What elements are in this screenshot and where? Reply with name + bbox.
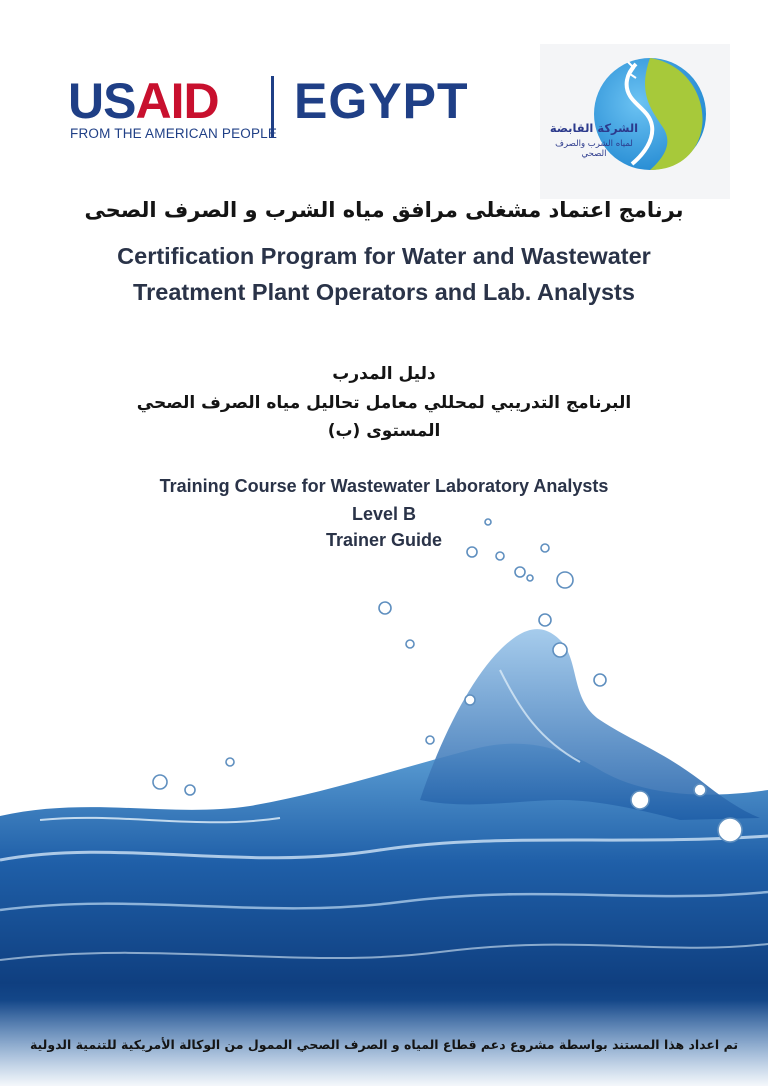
holding-company-logo — [540, 44, 730, 199]
usaid-aid: AID — [135, 73, 219, 129]
holding-company-subtitle: لمياه الشرب والصرف الصحي — [555, 139, 633, 159]
water-splash-image — [0, 500, 768, 1086]
guide-title-arabic: دليل المدرب — [332, 364, 436, 384]
holding-company-name: الشركة القابضة — [549, 121, 639, 135]
course-title-arabic: البرنامج التدريبي لمحللي معامل تحاليل مياه الصرف الصحي — [136, 393, 632, 413]
level-arabic: المستوى (ب) — [327, 421, 441, 441]
program-title-english-line2: Treatment Plant Operators and Lab. Analysts — [133, 279, 635, 305]
footer-note-arabic: تم اعداد هذا المستند بواسطة مشروع دعم قطاع المياه و الصرف الصحي الممول من الوكالة الأمريكية للتنمية الدولية — [29, 1037, 739, 1052]
usaid-wordmark — [68, 74, 219, 128]
level-english: Level B — [351, 504, 417, 524]
usaid-egypt-logo — [68, 74, 498, 146]
course-title-english: Training Course for Wastewater Laboratory Analysts — [159, 476, 609, 496]
program-title-english-line1: Certification Program for Water and Wastewater — [117, 243, 651, 269]
usaid-tagline: FROM THE AMERICAN PEOPLE — [70, 126, 278, 141]
usaid-country: EGYPT — [294, 73, 469, 129]
guide-type-english: Trainer Guide — [325, 530, 443, 550]
program-title-arabic: برنامج اعتماد مشغلى مرافق مياه الشرب و الصرف الصحى — [84, 198, 684, 222]
usaid-us: US — [68, 73, 136, 129]
